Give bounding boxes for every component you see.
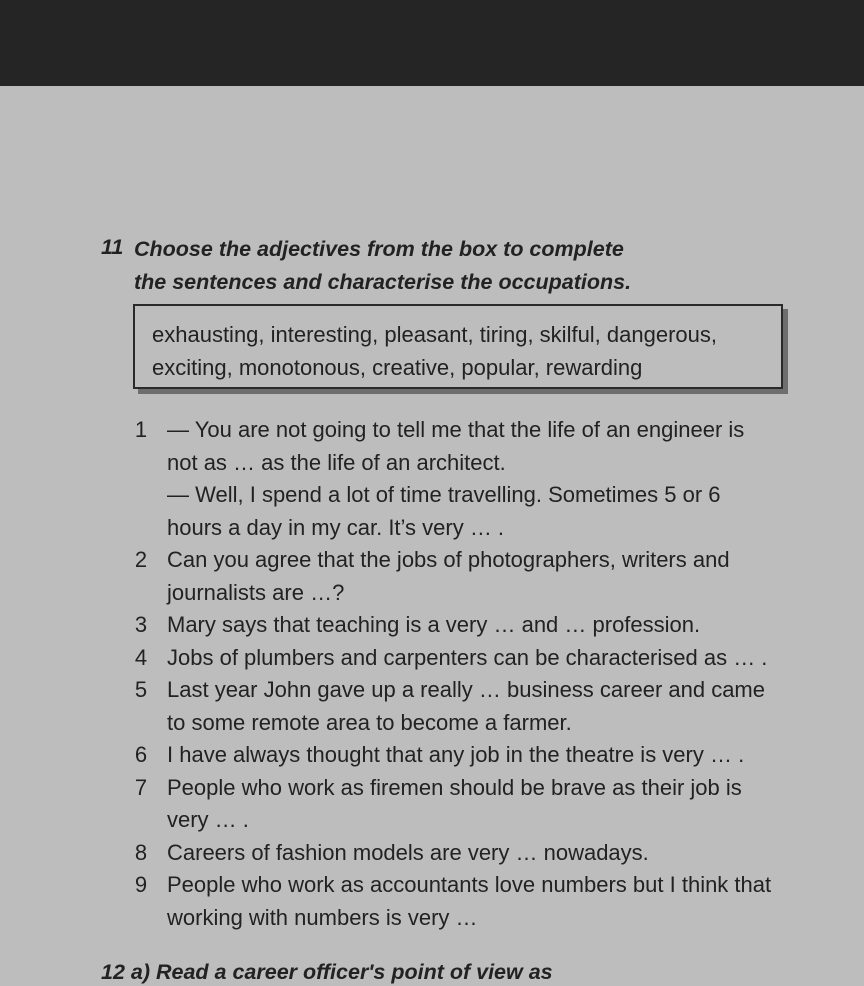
sentence-item-6 [130, 739, 850, 772]
item-line: hours a day in my car. It’s very … . [167, 514, 505, 540]
item-text [167, 772, 850, 837]
item-text [167, 609, 850, 642]
instructions-line-2: the sentences and characterise the occupations. [134, 270, 632, 294]
word-list-line-2: exciting, monotonous, creative, popular, rewarding [152, 355, 643, 380]
item-line: to some remote area to become a farmer. [167, 709, 572, 735]
item-line: very … . [167, 807, 249, 832]
exercise-instructions [134, 233, 774, 299]
item-line: — Well, I spend a lot of time travelling. Sometimes 5 or 6 [167, 482, 721, 507]
sentence-item-3 [130, 609, 850, 642]
item-number: 1 [134, 417, 148, 442]
item-number: 6 [134, 742, 148, 767]
item-text [167, 837, 850, 870]
sentence-item-8 [130, 837, 850, 870]
next-exercise-heading: 12 a) Read a career officer's point of view as [101, 960, 553, 984]
sentence-item-5 [130, 674, 850, 739]
exercise-number: 11 [101, 235, 124, 259]
item-number: 8 [134, 839, 148, 865]
sentence-item-9 [130, 869, 850, 934]
item-text [167, 739, 850, 772]
word-list-line-1: exhausting, interesting, pleasant, tiring, skilful, dangerous, [152, 322, 717, 347]
item-line: journalists are …? [167, 579, 345, 605]
item-number: 2 [134, 547, 148, 572]
item-line: — You are not going to tell me that the life of an engineer is [167, 417, 745, 442]
item-number: 4 [134, 644, 148, 670]
item-line: working with numbers is very … [167, 904, 478, 930]
instructions-line-1: Choose the adjectives from the box to complete [134, 237, 624, 261]
item-text [167, 674, 850, 739]
item-line: I have always thought that any job in the theatre is very … . [167, 742, 745, 767]
item-text [167, 642, 850, 675]
item-number: 5 [134, 677, 148, 702]
item-line: Mary says that teaching is a very … and … profession. [167, 612, 701, 637]
item-line: not as … as the life of an architect. [167, 449, 506, 475]
item-line: People who work as accountants love numbers but I think that [167, 872, 772, 897]
item-number: 3 [134, 612, 148, 637]
item-number: 9 [134, 872, 148, 897]
item-text [167, 414, 850, 544]
item-line: Careers of fashion models are very … nowadays. [167, 839, 649, 865]
item-text [167, 544, 850, 609]
sentence-item-1 [130, 414, 850, 544]
item-line: Jobs of plumbers and carpenters can be characterised as … . [167, 644, 768, 670]
item-line: Last year John gave up a really … business career and came [167, 677, 765, 702]
top-dark-bar [0, 0, 864, 86]
item-number: 7 [134, 774, 148, 800]
item-text [167, 869, 850, 934]
sentence-item-2 [130, 544, 850, 609]
word-box [133, 304, 783, 389]
item-line: Can you agree that the jobs of photographers, writers and [167, 547, 730, 572]
sentence-item-4 [130, 642, 850, 675]
sentence-item-7 [130, 772, 850, 837]
word-list [152, 318, 782, 384]
item-line: People who work as firemen should be brave as their job is [167, 774, 742, 800]
sentence-list [130, 414, 850, 934]
